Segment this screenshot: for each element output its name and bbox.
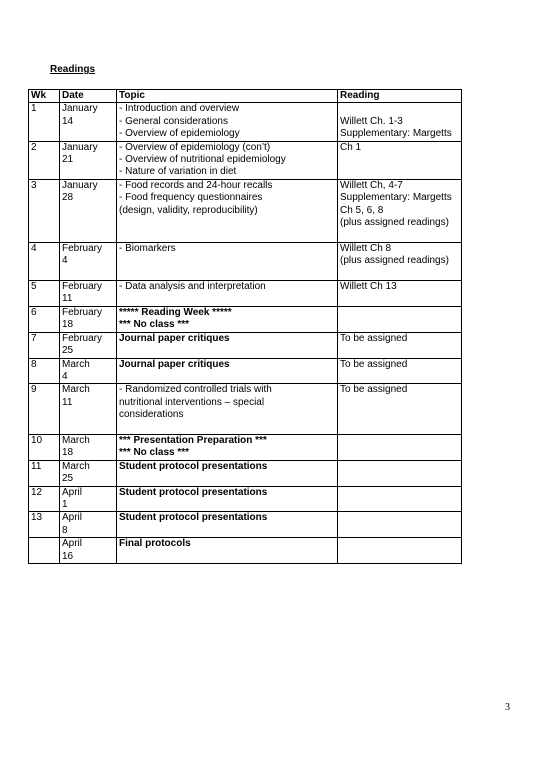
- date-cell: February 18: [60, 306, 117, 332]
- week-cell: 12: [29, 486, 60, 512]
- reading-cell: [338, 486, 462, 512]
- topic-cell: - Biomarkers: [117, 242, 338, 280]
- topic-cell: Student protocol presentations: [117, 512, 338, 538]
- reading-cell: Willett Ch, 4-7 Supplementary: Margetts Ch 5, 6, 8 (plus assigned readings): [338, 179, 462, 242]
- topic-cell: Journal paper critiques: [117, 358, 338, 384]
- header-topic: Topic: [117, 90, 338, 103]
- date-cell: April 16: [60, 538, 117, 564]
- header-week: Wk: [29, 90, 60, 103]
- table-row: [29, 384, 462, 435]
- table-row: [29, 306, 462, 332]
- header-reading: Reading: [338, 90, 462, 103]
- week-cell: 9: [29, 384, 60, 435]
- reading-cell: [338, 512, 462, 538]
- reading-cell: Willett Ch 13: [338, 281, 462, 307]
- reading-cell: To be assigned: [338, 358, 462, 384]
- topic-cell: ***** Reading Week ***** *** No class ***: [117, 306, 338, 332]
- date-cell: April 8: [60, 512, 117, 538]
- page-number: 3: [505, 702, 510, 713]
- reading-cell: Ch 1: [338, 141, 462, 179]
- week-cell: 2: [29, 141, 60, 179]
- topic-cell: Student protocol presentations: [117, 486, 338, 512]
- schedule-table: [28, 89, 462, 564]
- table-row: [29, 141, 462, 179]
- topic-cell: Journal paper critiques: [117, 332, 338, 358]
- date-cell: February 4: [60, 242, 117, 280]
- section-heading: Readings: [50, 64, 96, 75]
- reading-cell: Willett Ch. 1-3 Supplementary: Margetts: [338, 103, 462, 141]
- table-row: [29, 512, 462, 538]
- topic-cell: Student protocol presentations: [117, 460, 338, 486]
- week-cell: 10: [29, 434, 60, 460]
- date-cell: March 11: [60, 384, 117, 435]
- date-cell: January 28: [60, 179, 117, 242]
- week-cell: 7: [29, 332, 60, 358]
- table-row: [29, 486, 462, 512]
- reading-cell: To be assigned: [338, 332, 462, 358]
- date-cell: February 25: [60, 332, 117, 358]
- week-cell: 3: [29, 179, 60, 242]
- week-cell: [29, 538, 60, 564]
- topic-cell: Final protocols: [117, 538, 338, 564]
- topic-cell: - Data analysis and interpretation: [117, 281, 338, 307]
- week-cell: 4: [29, 242, 60, 280]
- table-row: [29, 281, 462, 307]
- table-row: [29, 179, 462, 242]
- date-cell: February 11: [60, 281, 117, 307]
- reading-cell: [338, 460, 462, 486]
- date-cell: March 4: [60, 358, 117, 384]
- week-cell: 1: [29, 103, 60, 141]
- week-cell: 11: [29, 460, 60, 486]
- topic-cell: *** Presentation Preparation *** *** No class ***: [117, 434, 338, 460]
- reading-cell: [338, 434, 462, 460]
- week-cell: 8: [29, 358, 60, 384]
- table-row: [29, 460, 462, 486]
- week-cell: 13: [29, 512, 60, 538]
- table-row: [29, 358, 462, 384]
- reading-cell: To be assigned: [338, 384, 462, 435]
- reading-cell: [338, 538, 462, 564]
- table-row: [29, 242, 462, 280]
- week-cell: 6: [29, 306, 60, 332]
- topic-cell: - Introduction and overview - General considerations - Overview of epidemiology: [117, 103, 338, 141]
- date-cell: March 18: [60, 434, 117, 460]
- table-row: [29, 434, 462, 460]
- header-date: Date: [60, 90, 117, 103]
- week-cell: 5: [29, 281, 60, 307]
- table-row: [29, 332, 462, 358]
- date-cell: January 21: [60, 141, 117, 179]
- table-header-row: [29, 90, 462, 103]
- topic-cell: - Food records and 24-hour recalls - Food frequency questionnaires (design, validity, reproducibility): [117, 179, 338, 242]
- table-row: [29, 538, 462, 564]
- topic-cell: - Randomized controlled trials with nutritional interventions – special considerations: [117, 384, 338, 435]
- date-cell: January 14: [60, 103, 117, 141]
- date-cell: April 1: [60, 486, 117, 512]
- table-row: [29, 103, 462, 141]
- reading-cell: Willett Ch 8 (plus assigned readings): [338, 242, 462, 280]
- reading-cell: [338, 306, 462, 332]
- date-cell: March 25: [60, 460, 117, 486]
- topic-cell: - Overview of epidemiology (con’t) - Overview of nutritional epidemiology - Nature of variation in diet: [117, 141, 338, 179]
